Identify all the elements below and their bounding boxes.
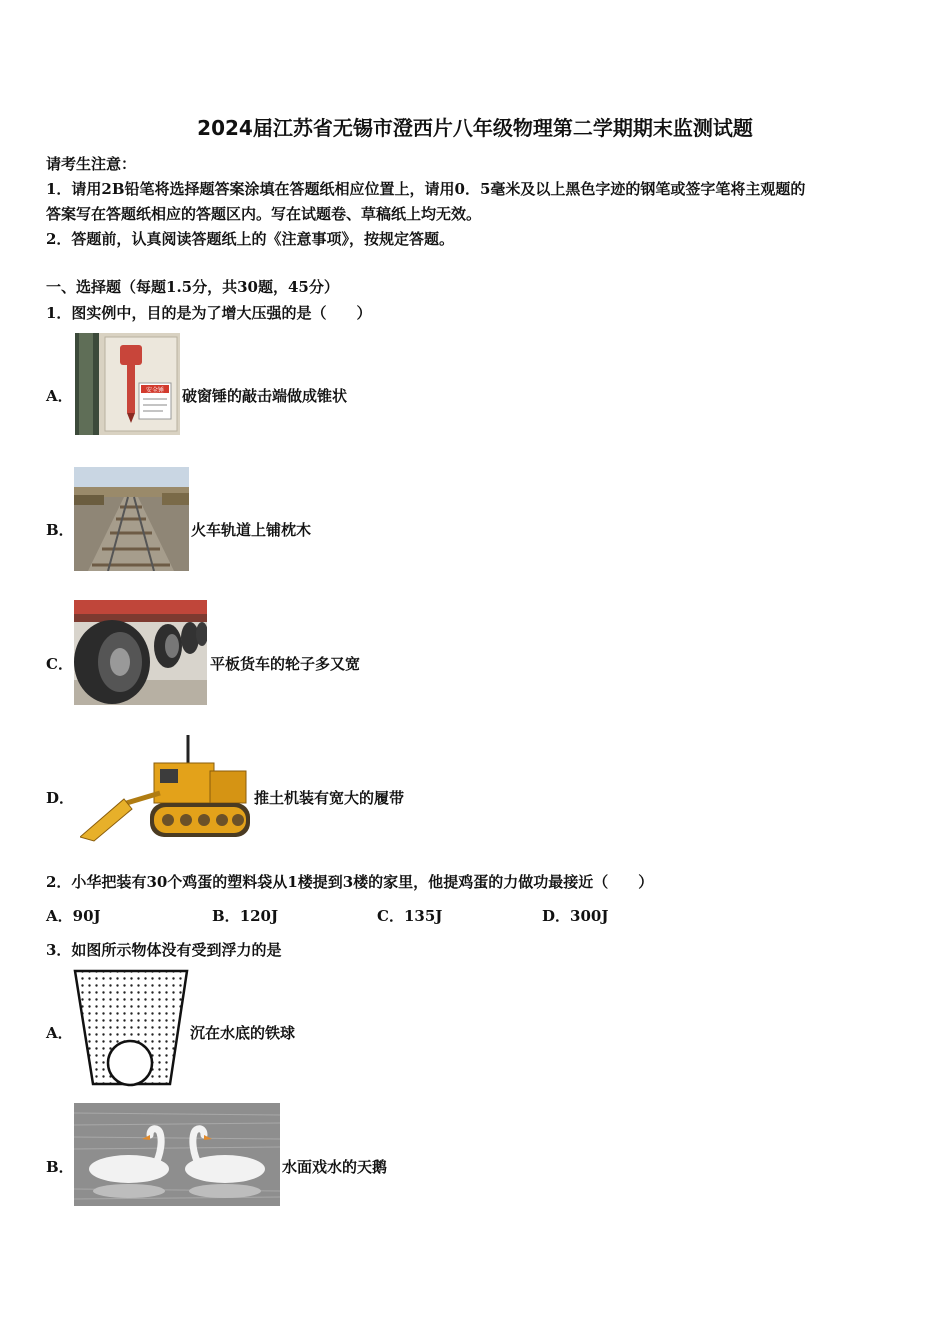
hammer-sign-text: 安全锤 (145, 387, 165, 394)
q3-stem: 3．如图所示物体没有受到浮力的是 (46, 941, 282, 959)
q1-stem: 1．图实例中，目的是为了增大压强的是（ ） (46, 304, 372, 322)
q1-option-d-text: 推土机装有宽大的履带 (254, 789, 405, 807)
notice-line-1: 1．请用2B铅笔将选择题答案涂填在答题纸相应位置上，请用0．5毫米及以上黑色字迹的钢笔或签字笔将主观题的 (46, 180, 806, 198)
q2-option-a (46, 905, 101, 926)
section-heading: 一、选择题（每题1.5分，共30题，45分） (46, 278, 339, 296)
notice-heading: 请考生注意： (46, 155, 137, 173)
q1-option-a-letter: A． (46, 387, 73, 405)
q2-stem: 2．小华把装有30个鸡蛋的塑料袋从1楼提到3楼的家里，他提鸡蛋的力做功最接近（ ） (46, 873, 654, 891)
notice-line-3: 2．答题前，认真阅读答题纸上的《注意事项》，按规定答题。 (46, 230, 454, 248)
q1-option-c-letter: C． (46, 655, 73, 673)
q2-option-b (212, 905, 278, 926)
q2-option-c-text: 135J (403, 907, 443, 925)
q2-option-b-text: 120J (239, 907, 279, 925)
q2-option-a-letter: A． (46, 907, 73, 925)
q2-option-d (542, 905, 608, 926)
q3-option-a-letter: A． (46, 1024, 73, 1042)
q1-option-b-text: 火车轨道上铺枕木 (191, 521, 312, 539)
iron-ball-in-water-image (72, 968, 190, 1088)
railway-track-image (74, 467, 189, 571)
q3-option-b-text: 水面戏水的天鹅 (282, 1158, 388, 1176)
swans-image (74, 1103, 280, 1206)
bulldozer-image (80, 733, 252, 843)
notice-line-2: 答案写在答题纸相应的答题区内。写在试题卷、草稿纸上均无效。 (46, 205, 482, 223)
q2-option-a-text: 90J (72, 907, 101, 925)
q1-option-d-letter: D． (46, 789, 75, 807)
q2-option-c (377, 905, 442, 926)
q2-option-d-letter: D． (542, 907, 571, 925)
q2-option-b-letter: B． (212, 907, 240, 925)
q2-option-d-text: 300J (570, 907, 609, 925)
q3-option-a-text: 沉在水底的铁球 (190, 1024, 296, 1042)
q1-option-c-text: 平板货车的轮子多又宽 (210, 655, 361, 673)
q1-option-a-text: 破窗锤的敲击端做成锥状 (182, 387, 348, 405)
page-title: 2024届江苏省无锡市澄西片八年级物理第二学期期末监测试题 (197, 116, 753, 140)
q3-option-b-letter: B． (46, 1158, 74, 1176)
q1-option-b-letter: B． (46, 521, 74, 539)
emergency-hammer-image (75, 333, 180, 435)
truck-wheels-image (74, 600, 207, 705)
q2-option-c-letter: C． (377, 907, 404, 925)
